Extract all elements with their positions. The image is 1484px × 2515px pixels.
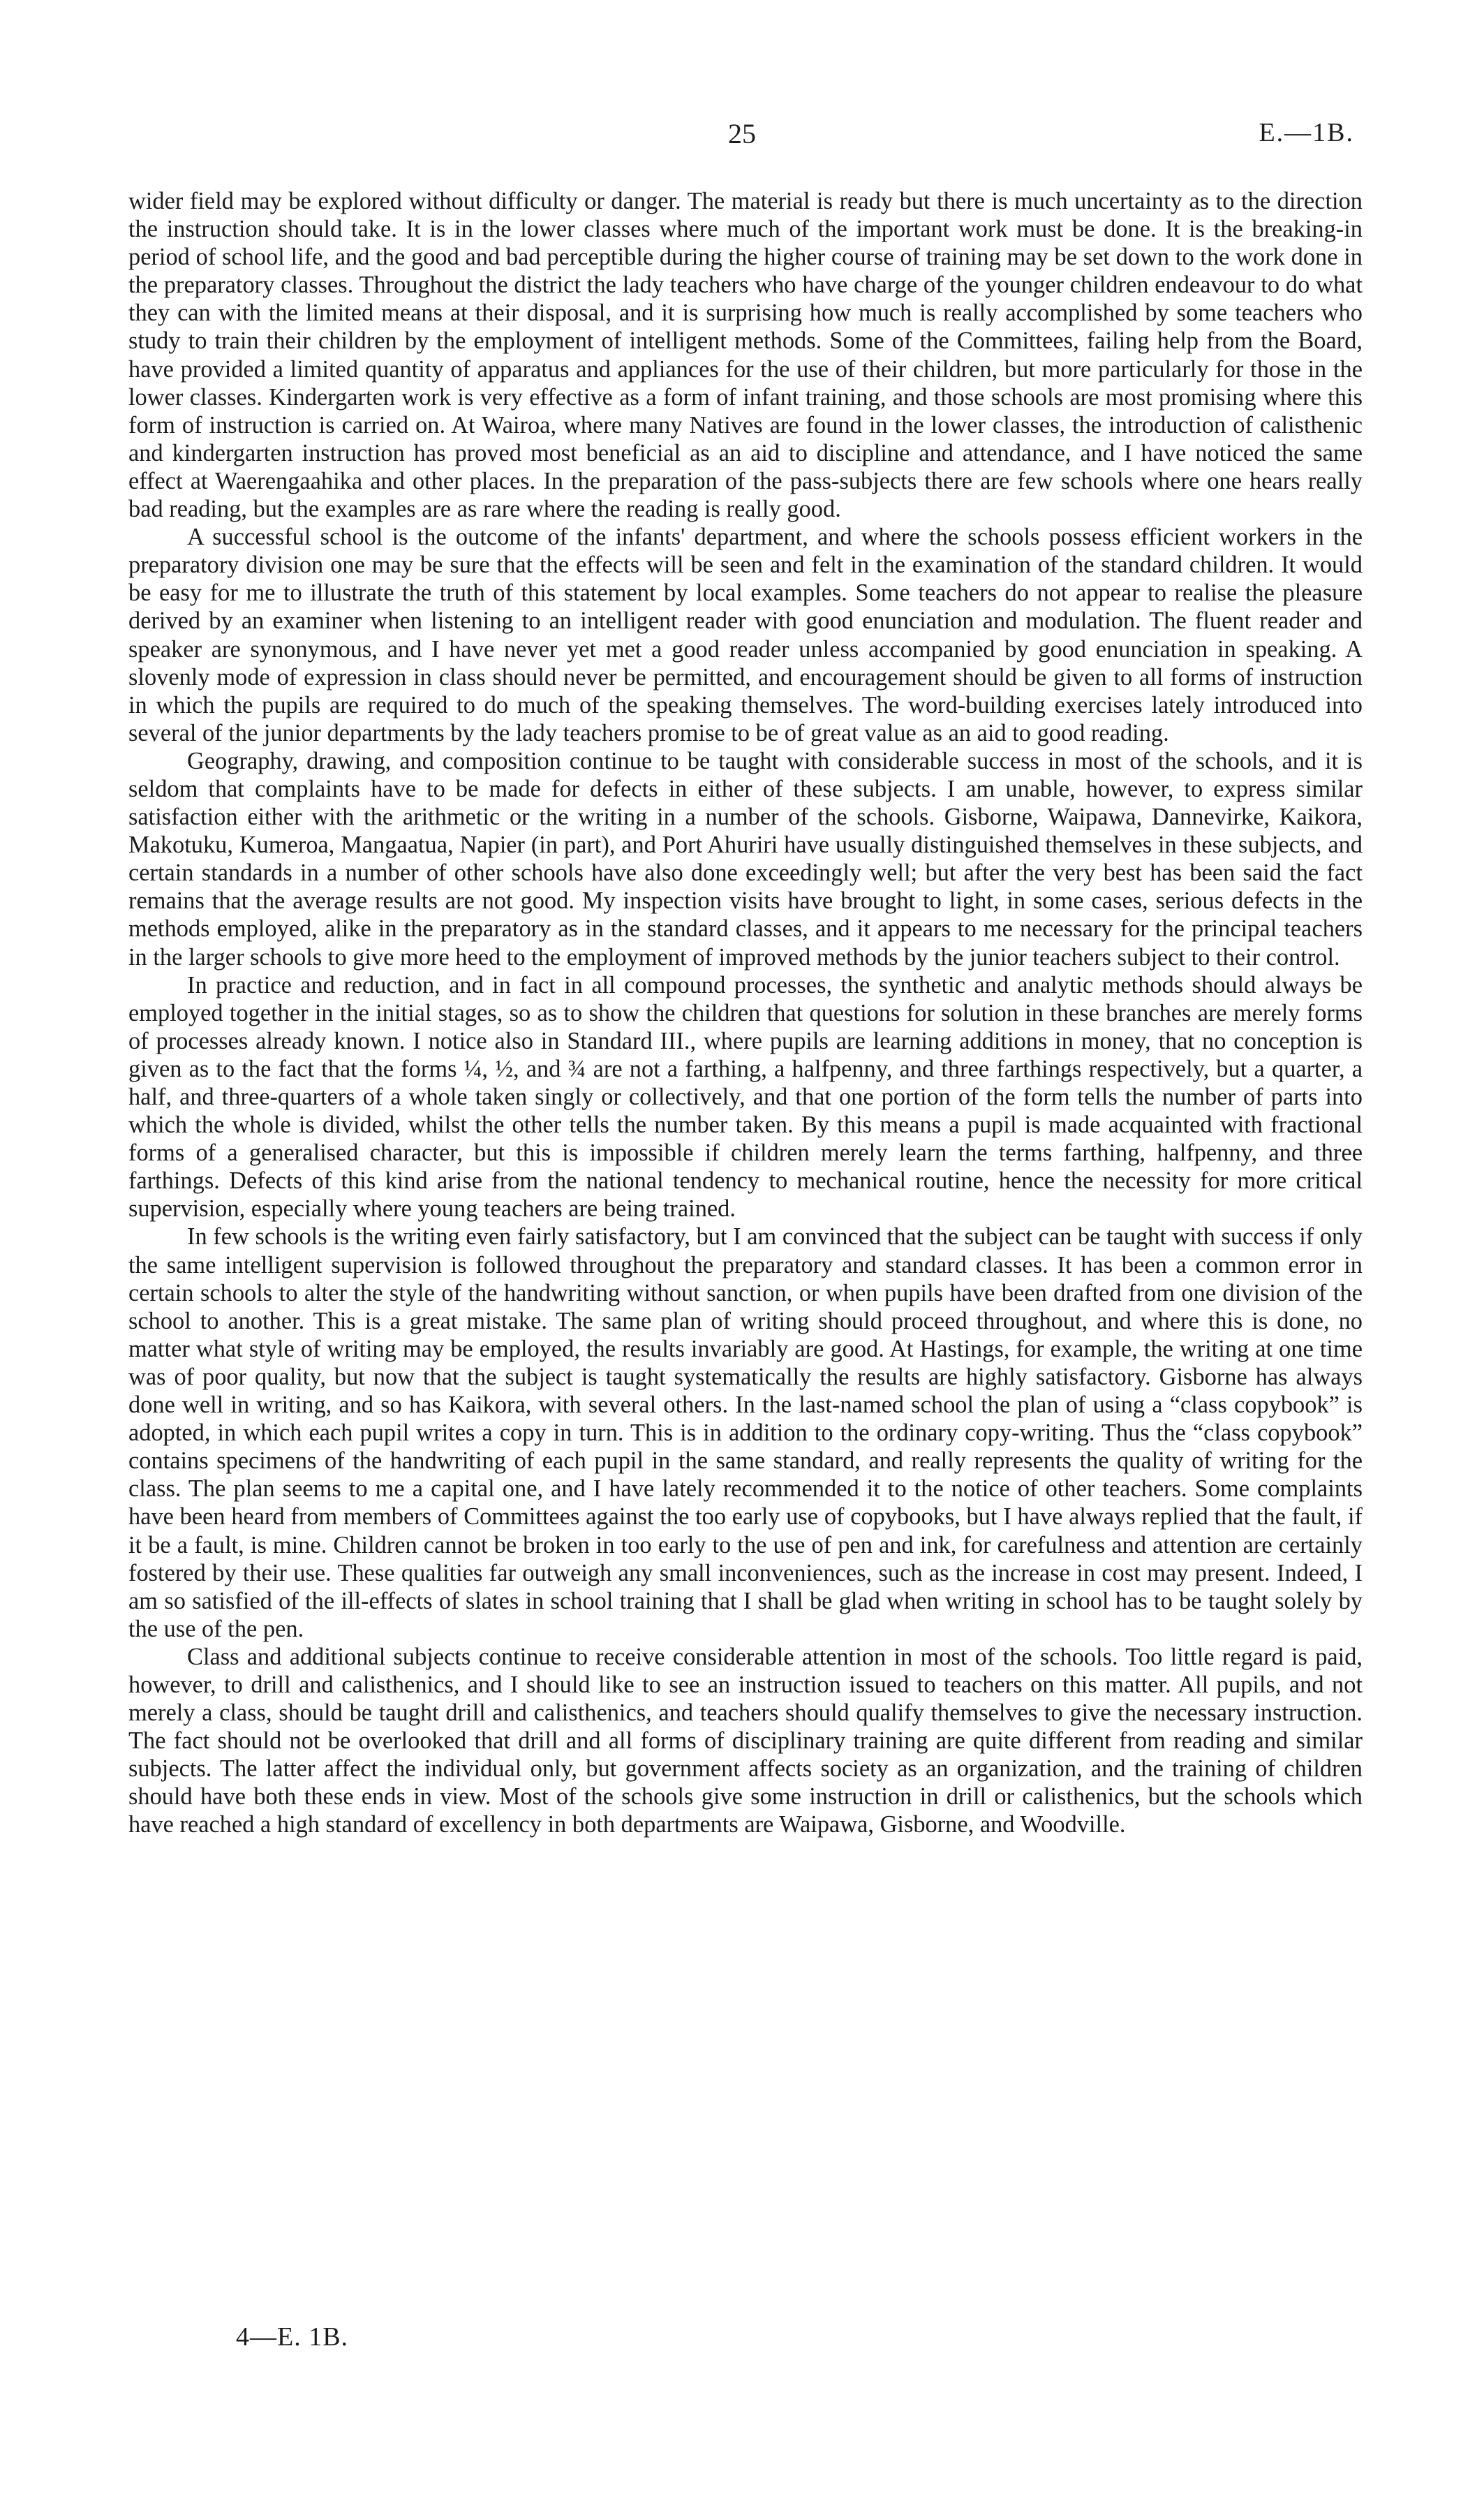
paragraph-geography-drawing: Geography, drawing, and composition continue to be taught with considerable success in most of the schools, and it is seldom that complaints have to be made for defects in either of these subjects. I am unable, however, to express similar satisfaction either with the arithmetic or the writing in a number of the schools. Gisborne, Waipawa, Dannevirke, Kaikora, Makotuku, Kumeroa, Mangaatua, Napier (in part), and Port Ahuriri have usually distinguished themselves in these subjects, and certain standards in a number of other schools have also done exceedingly well; but after the very best has been said the fact remains that the average results are not good. My inspection visits have brought to light, in some cases, serious defects in the methods employed, alike in the preparatory as in the standard classes, and it appears to me necessary for the principal teachers in the larger schools to give more heed to the employment of improved methods by the junior teachers subject to their control. bbox=[128, 747, 1363, 971]
paragraph-practice-reduction: In practice and reduction, and in fact in all compound processes, the synthetic and analytic methods should always be employed together in the initial stages, so as to show the children that questions for solution in these branches are merely forms of processes already known. I notice also in Standard III., where pupils are learning additions in money, that no conception is given as to the fact that the forms ¼, ½, and ¾ are not a farthing, a halfpenny, and three farthings respectively, but a quarter, a half, and three-quarters of a whole taken singly or collectively, and that one portion of the form tells the number of parts into which the whole is divided, whilst the other tells the number taken. By this means a pupil is made acquainted with fractional forms of a generalised character, but this is impossible if children merely learn the terms farthing, halfpenny, and three farthings. Defects of this kind arise from the national tendency to mechanical routine, hence the necessity for more critical supervision, especially where young teachers are being trained. bbox=[128, 971, 1363, 1223]
paragraph-infant-classes: wider field may be explored without difficulty or danger. The material is ready but there is much uncertainty as to the direction the instruction should take. It is in the lower classes where much of the important work must be done. It is the breaking-in period of school life, and the good and bad perceptible during the higher course of training may be set down to the work done in the preparatory classes. Throughout the district the lady teachers who have charge of the younger children endeavour to do what they can with the limited means at their disposal, and it is surprising how much is really accomplished by some teachers who study to train their children by the employment of intelligent methods. Some of the Committees, failing help from the Board, have provided a limited quantity of apparatus and appliances for the use of their children, but more particularly for those in the lower classes. Kindergarten work is very effective as a form of infant training, and those schools are most promising where this form of instruction is carried on. At Wairoa, where many Natives are found in the lower classes, the introduction of calisthenic and kindergarten instruction has proved most beneficial as an aid to discipline and attendance, and I have noticed the same effect at Waerengaahika and other places. In the preparation of the pass-subjects there are few schools where one hears really bad reading, but the examples are as rare where the reading is really good. bbox=[128, 188, 1363, 523]
signature-mark: 4—E. 1B. bbox=[236, 2322, 349, 2352]
report-body bbox=[128, 187, 1363, 1839]
page-number: 25 bbox=[728, 118, 756, 149]
paragraph-writing: In few schools is the writing even fairly satisfactory, but I am convinced that the subject can be taught with success if only the same intelligent supervision is followed throughout the preparatory and standard classes. It has been a common error in certain schools to alter the style of the handwriting without sanction, or when pupils have been drafted from one division of the school to another. This is a great mistake. The same plan of writing should proceed throughout, and where this is done, no matter what style of writing may be employed, the results invariably are good. At Hastings, for example, the writing at one time was of poor quality, but now that the subject is taught systematically the results are highly satisfactory. Gisborne has always done well in writing, and so has Kaikora, with several others. In the last-named school the plan of using a “class copybook” is adopted, in which each pupil writes a copy in turn. This is in addition to the ordinary copy-writing. Thus the “class copybook” contains specimens of the handwriting of each pupil in the same standard, and really represents the quality of writing for the class. The plan seems to me a capital one, and I have lately recommended it to the notice of other teachers. Some complaints have been heard from members of Committees against the too early use of copybooks, but I have always replied that the fault, if it be a fault, is mine. Children cannot be broken in too early to the use of pen and ink, for carefulness and attention are certainly fostered by their use. These qualities far outweigh any small inconveniences, such as the increase in cost may present. Indeed, I am so satisfied of the ill-effects of slates in school training that I shall be glad when writing in school has to be taught solely by the use of the pen. bbox=[128, 1223, 1363, 1642]
paragraph-class-subjects: Class and additional subjects continue to receive considerable attention in most of the schools. Too little regard is paid, however, to drill and calisthenics, and I should like to see an instruction issued to teachers on this matter. All pupils, and not merely a class, should be taught drill and calisthenics, and teachers should qualify themselves to give the necessary instruction. The fact should not be overlooked that drill and all forms of disciplinary training are quite different from reading and similar subjects. The latter affect the individual only, but government affects society as an organization, and the training of children should have both these ends in view. Most of the schools give some instruction in drill or calisthenics, but the schools which have reached a high standard of excellency in both departments are Waipawa, Gisborne, and Woodville. bbox=[128, 1643, 1363, 1838]
paragraph-successful-school: A successful school is the outcome of the infants' department, and where the schools possess efficient workers in the preparatory division one may be sure that the effects will be seen and felt in the examination of the standard children. It would be easy for me to illustrate the truth of this statement by local examples. Some teachers do not appear to realise the pleasure derived by an examiner when listening to an intelligent reader with good enunciation and modulation. The fluent reader and speaker are synonymous, and I have never yet met a good reader unless accompanied by good enunciation in speaking. A slovenly mode of expression in class should never be permitted, and encouragement should be given to all forms of instruction in which the pupils are required to do much of the speaking themselves. The word-building exercises lately introduced into several of the junior departments by the lady teachers promise to be of great value as an aid to good reading. bbox=[128, 524, 1363, 746]
document-reference: E.—1B. bbox=[1259, 118, 1354, 147]
